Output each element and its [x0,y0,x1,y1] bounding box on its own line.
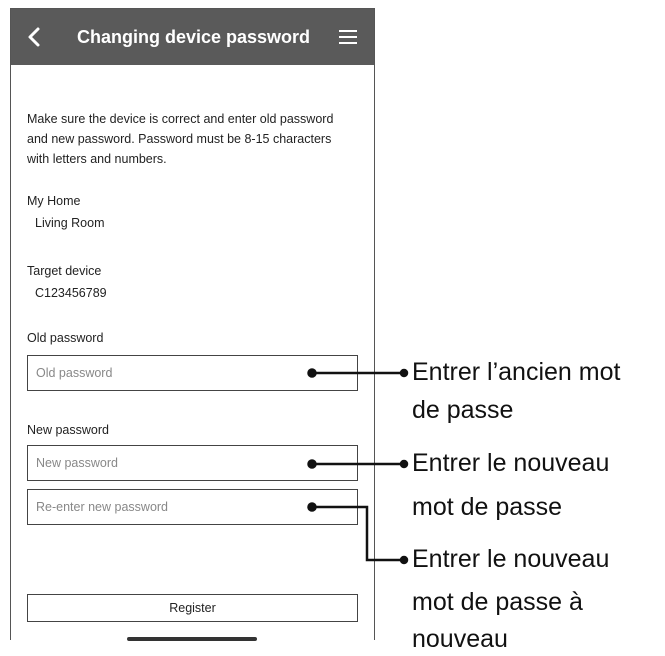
reenter-callout-line [312,507,402,560]
annotation-new-password-line2: mot de passe [412,493,563,521]
new-password-callout-end [401,461,407,467]
annotation-reenter-line3: nouveau [412,625,508,653]
home-value: Living Room [35,216,105,230]
target-device-label: Target device [27,264,102,278]
target-device-value: C123456789 [35,286,107,300]
page-title: Changing device password [77,27,311,47]
annotation-old-password-line1: Entrer l’ancien mot [412,358,621,386]
register-button[interactable]: Register [27,594,358,622]
instructions-text: Make sure the device is correct and enter old password and new password. Password must be 8-15 characters with letters and numbers. [27,112,334,166]
old-password-callout-end [401,370,407,376]
annotation-new-password-line1: Entrer le nouveau [412,449,610,477]
new-password-label: New password [27,423,109,437]
annotation-reenter-line2: mot de passe à [412,588,583,616]
annotation-old-password-line2: de passe [412,396,514,424]
home-label: My Home [27,194,81,208]
old-password-label: Old password [27,331,104,345]
reenter-callout-end [401,557,407,563]
annotation-reenter-line1: Entrer le nouveau [412,545,610,573]
